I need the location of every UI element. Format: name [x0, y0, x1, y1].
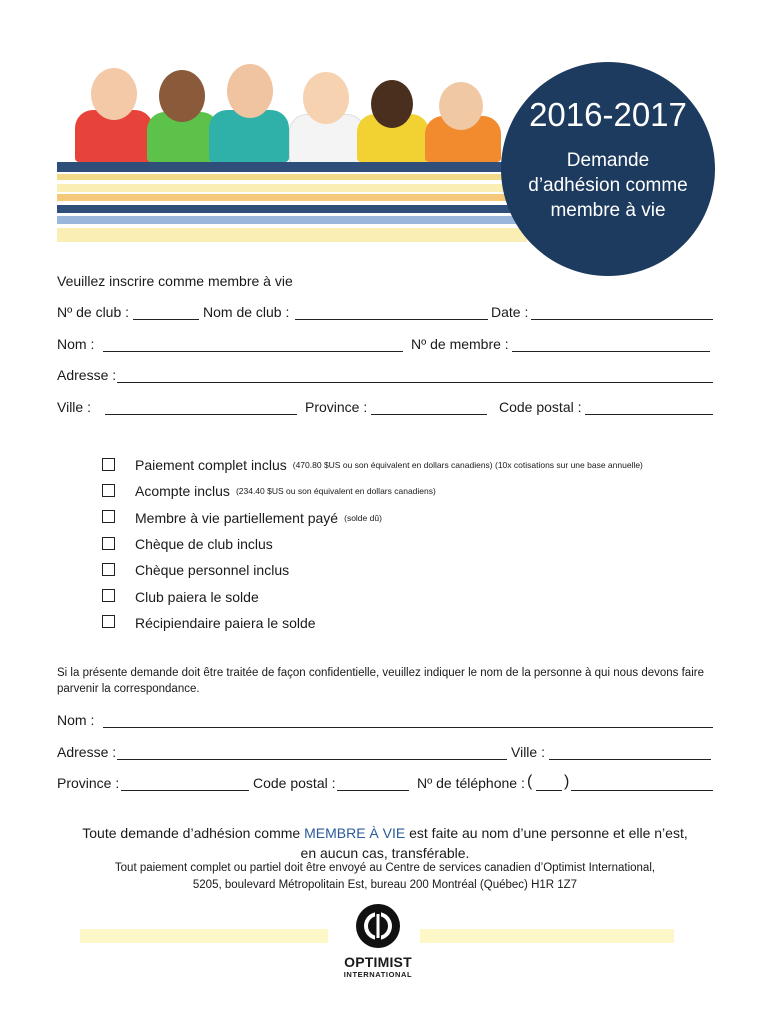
conf-area-code-field[interactable]: [536, 790, 562, 791]
optimist-logo: [330, 902, 426, 979]
date-field[interactable]: [531, 319, 713, 320]
conf-postal-field[interactable]: [337, 790, 409, 791]
row-club: [57, 304, 713, 326]
footer-bar-right: [420, 929, 674, 943]
checkbox[interactable]: [102, 458, 115, 471]
province-field[interactable]: [371, 414, 487, 415]
province-label: Province :: [305, 399, 368, 415]
club-no-field[interactable]: [133, 319, 199, 320]
postal-field[interactable]: [585, 414, 713, 415]
confidential-text: Si la présente demande doit être traitée de façon confidentielle, veuillez indiquer le nom de la personne à qui nous devons faire parvenir la correspondance.: [57, 667, 704, 695]
payment-options: [102, 452, 643, 636]
conf-phone-field[interactable]: [571, 790, 713, 791]
option-partial: Membre à vie partiellement payé (solde dû): [102, 505, 643, 531]
conf-address-field[interactable]: [117, 759, 507, 760]
row-address: [57, 367, 713, 389]
checkbox[interactable]: [102, 484, 115, 497]
option-club-pays: Club paiera le solde: [102, 583, 643, 609]
checkbox[interactable]: [102, 563, 115, 576]
city-label: Ville :: [57, 399, 91, 415]
option-full-payment: Paiement complet inclus (470.80 $US ou son équivalent en dollars canadiens) (10x cotisations sur une base annuelle): [102, 452, 643, 478]
conf-address-label: Adresse :: [57, 744, 117, 760]
option-personal-cheque: Chèque personnel inclus: [102, 557, 643, 583]
name-field[interactable]: [103, 351, 403, 352]
conf-province-field[interactable]: [121, 790, 249, 791]
club-name-label: Nom de club :: [203, 304, 290, 320]
paren-open: (: [527, 773, 533, 790]
row-conf-address: [57, 744, 713, 766]
club-no-label: Nº de club :: [57, 304, 130, 320]
name-label: Nom :: [57, 336, 95, 352]
member-no-field[interactable]: [512, 351, 710, 352]
logo-subtitle: INTERNATIONAL: [343, 970, 413, 979]
year-label: 2016-2017: [529, 96, 687, 133]
date-label: Date :: [491, 304, 529, 320]
form-title: Demande d’adhésion comme membre à vie: [528, 150, 688, 221]
conf-postal-label: Code postal :: [253, 775, 336, 791]
logo-name: OPTIMIST: [344, 954, 412, 970]
address-label: Adresse :: [57, 367, 117, 383]
intro-text: Veuillez inscrire comme membre à vie: [57, 273, 293, 289]
checkbox[interactable]: [102, 615, 115, 628]
conf-phone-label: Nº de téléphone :: [417, 775, 525, 791]
conf-name-field[interactable]: [103, 727, 713, 728]
city-field[interactable]: [105, 414, 297, 415]
postal-label: Code postal :: [499, 399, 582, 415]
mailing-address: Tout paiement complet ou partiel doit être envoyé au Centre de services canadien d’Optimist International, 5205, boulevard Métropolitain Est, bureau 200 Montréal (Québec) H1R 1Z7: [114, 862, 656, 891]
conf-city-field[interactable]: [549, 759, 711, 760]
checkbox[interactable]: [102, 589, 115, 602]
conf-name-label: Nom :: [57, 712, 95, 728]
address-field[interactable]: [117, 382, 713, 383]
children-photo: [75, 60, 505, 162]
conf-city-label: Ville :: [511, 744, 545, 760]
optimist-emblem-icon: [354, 902, 402, 950]
option-club-cheque: Chèque de club inclus: [102, 531, 643, 557]
row-conf-name: [57, 712, 713, 734]
title-circle: [501, 62, 715, 276]
row-name: [57, 336, 713, 358]
footer-bar-left: [80, 929, 328, 943]
row-conf-province: [57, 775, 713, 797]
conf-province-label: Province :: [57, 775, 120, 791]
club-name-field[interactable]: [295, 319, 488, 320]
member-no-label: Nº de membre :: [411, 336, 509, 352]
option-recipient-pays: Récipiendaire paiera le solde: [102, 610, 643, 636]
paren-close: ): [564, 773, 570, 790]
option-deposit: Acompte inclus (234.40 $US ou son équivalent en dollars canadiens): [102, 478, 643, 504]
checkbox[interactable]: [102, 510, 115, 523]
checkbox[interactable]: [102, 537, 115, 550]
row-city: [57, 399, 713, 421]
transfer-notice: Toute demande d’adhésion comme MEMBRE À VIE est faite au nom d’une personne et elle n’est, en aucun cas, transférable.: [82, 825, 688, 861]
